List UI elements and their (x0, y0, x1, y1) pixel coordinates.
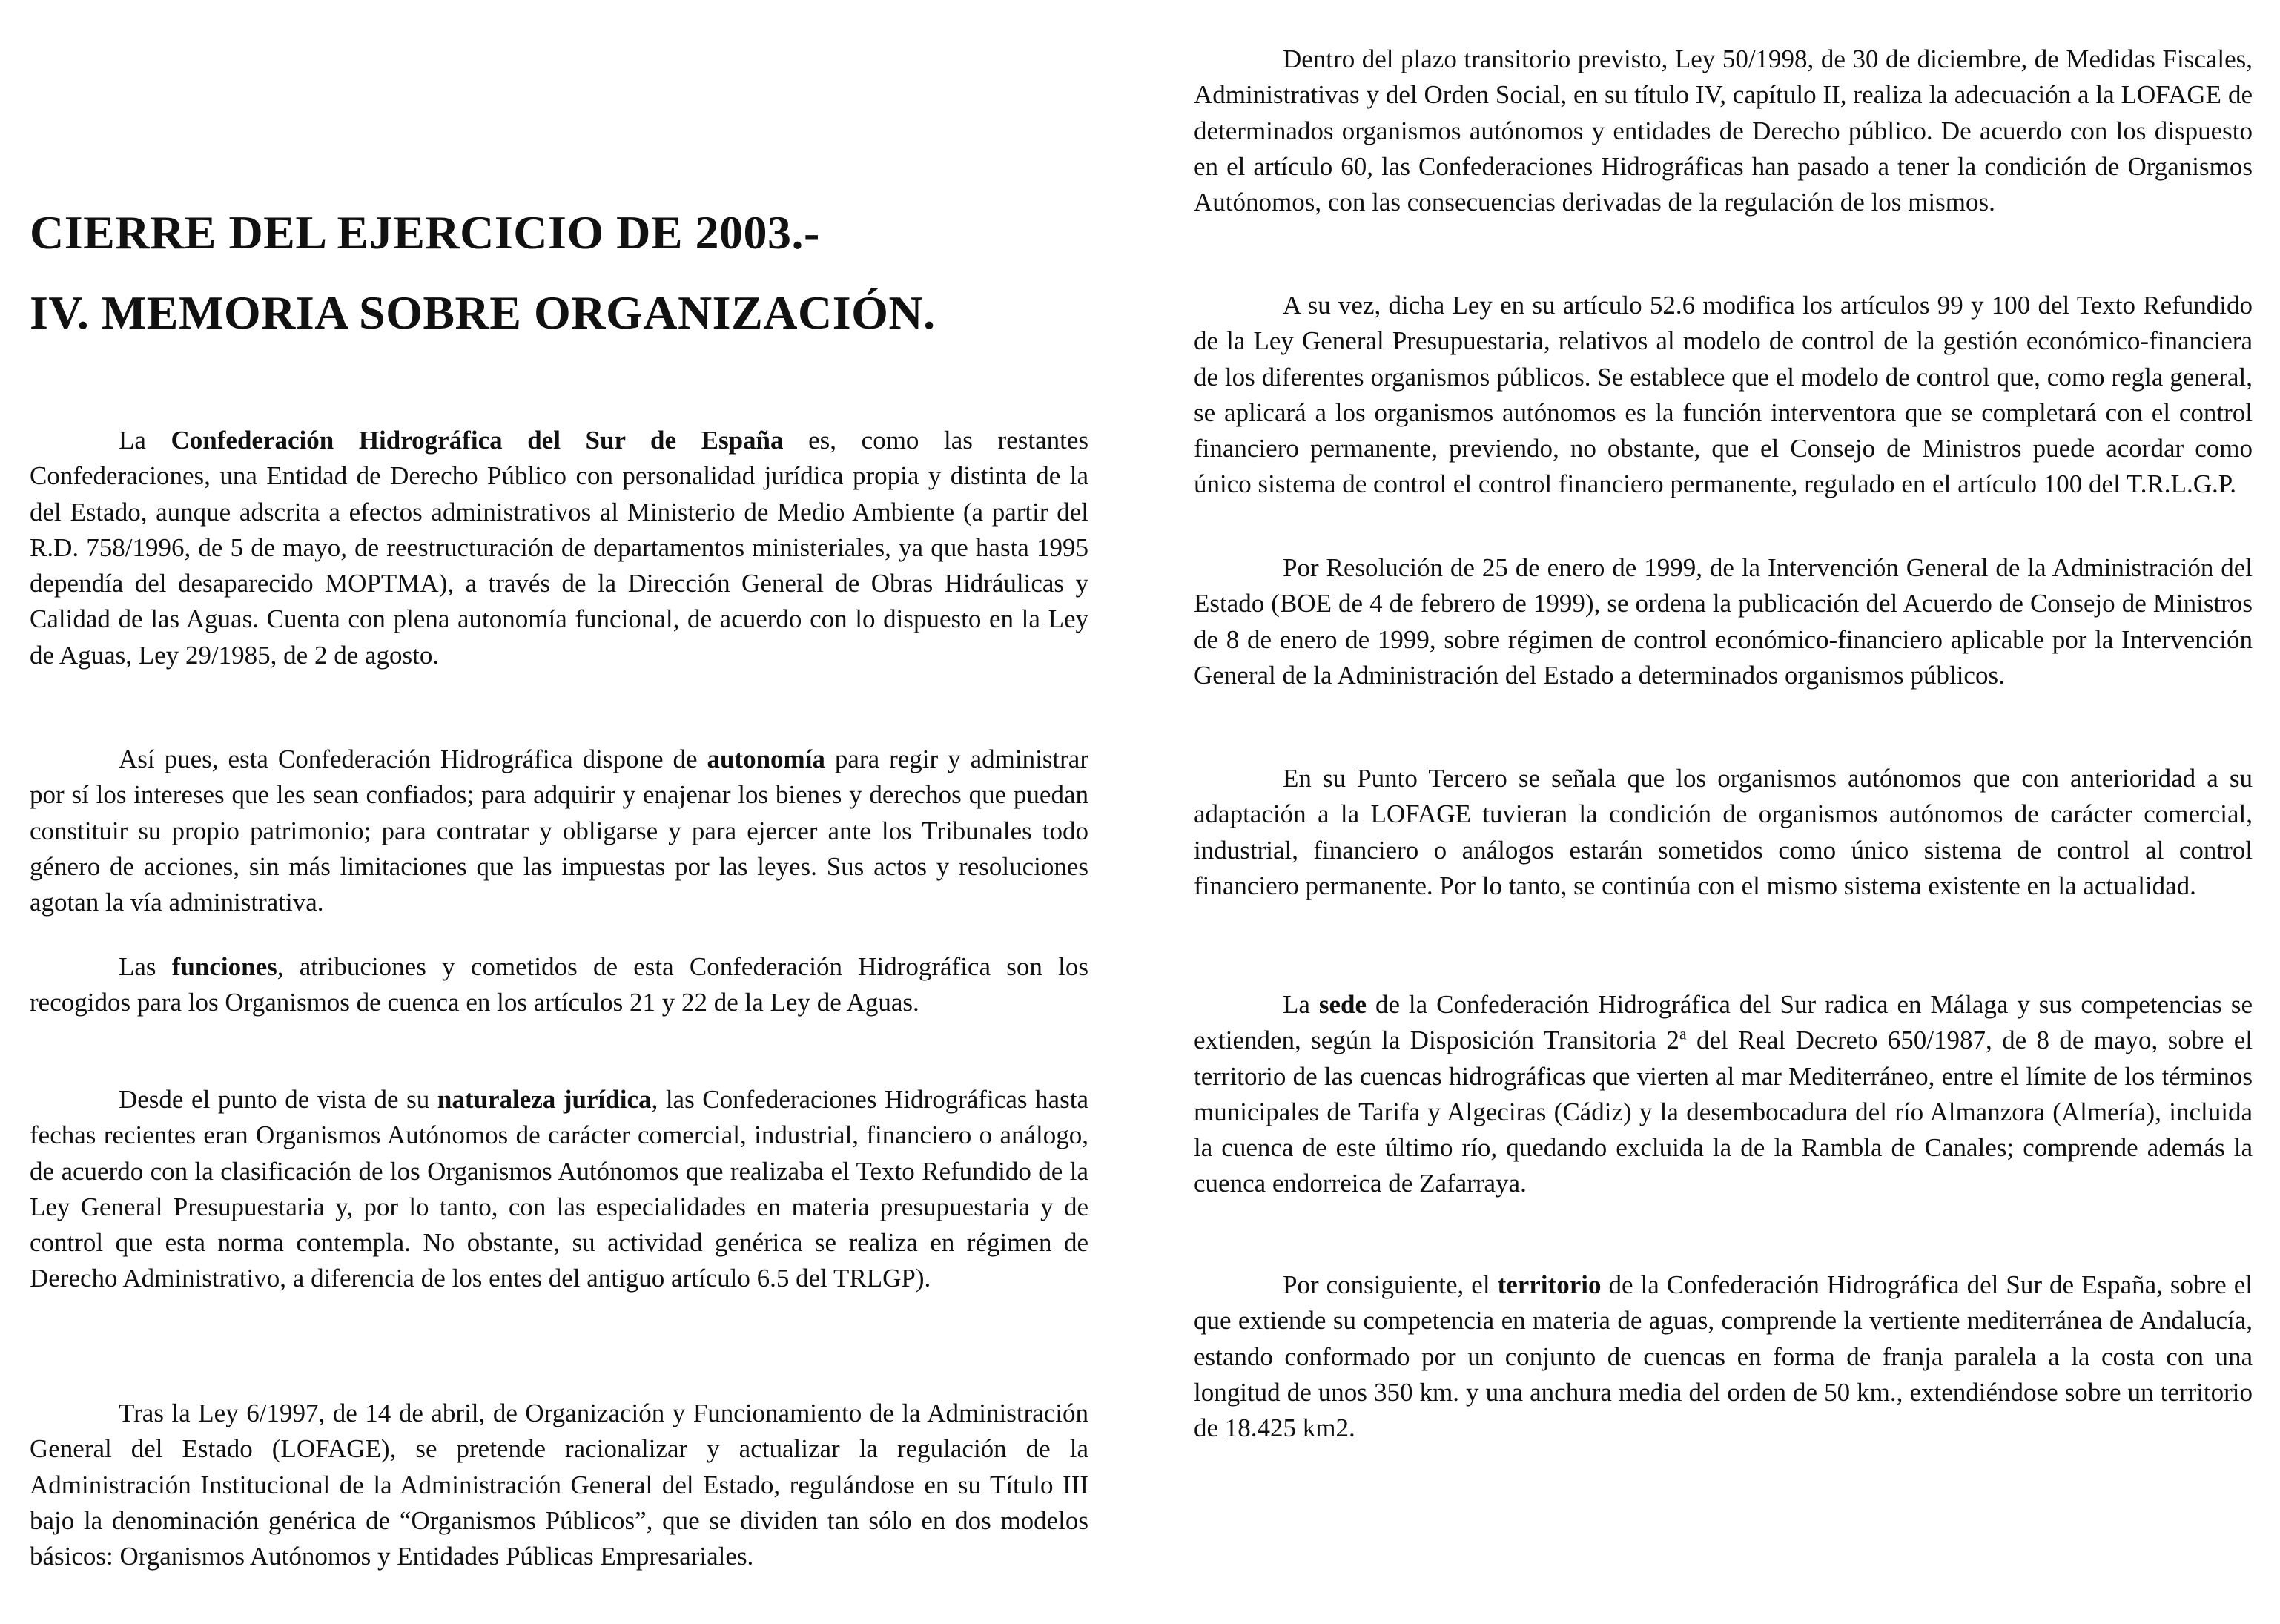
bold-term: sede (1318, 990, 1367, 1019)
paragraph-naturaleza-juridica: Desde el punto de vista de su naturaleza jurídica, las Confederaciones Hidrográficas hasta fechas recientes eran Organismos Autónomos de carácter comercial, industrial, financiero o análogo, de acuerdo con la clasificación de los Organismos Autónomos que realizaba el Texto Refundido de la Ley General Presupuestaria y, por lo tanto, con las especialidades en materia presupuestaria y de control que esta norma contempla. No obstante, su actividad genérica se realiza en régimen de Derecho Administrativo, a diferencia de los entes del antiguo artículo 6.5 del TRLGP). (30, 1085, 1088, 1293)
paragraph-lofage: Tras la Ley 6/1997, de 14 de abril, de Organización y Funcionamiento de la Administración General del Estado (LOFAGE), se pretende racionalizar y actualizar la regulación de la Administración Institucional de la Administración General del Estado, regulándose en su Título III bajo la denominación genérica de “Organismos Públicos”, que se dividen tan sólo en dos modelos básicos: Organismos Autónomos y Entidades Públicas Empresariales. (30, 1399, 1088, 1571)
paragraph-punto-tercero: En su Punto Tercero se señala que los organismos autónomos que con anterioridad a su adaptación a la LOFAGE tuvieran la condición de organismos autónomos de carácter comercial, industrial, financiero o análogos estarán sometidos como único sistema de control al control financiero permanente. Por lo tanto, se continúa con el mismo sistema existente en la actualidad. (1194, 764, 2253, 900)
section-title: IV. MEMORIA SOBRE ORGANIZACIÓN. (30, 286, 936, 339)
bold-term: funciones (171, 952, 277, 981)
superscript: a (1679, 1024, 1687, 1043)
paragraph-plazo-transitorio: Dentro del plazo transitorio previsto, Ley 50/1998, de 30 de diciembre, de Medidas Fiscales, Administrativas y del Orden Social, en su título IV, capítulo II, realiza la adecuación a la LOFAGE de determinados organismos autónomos y entidades de Derecho público. De acuerdo con los dispuesto en el artículo 60, las Confederaciones Hidrográficas han pasado a tener la condición de Organismos Autónomos, con las consecuencias derivadas de la regulación de los mismos. (1194, 44, 2253, 217)
paragraph-territorio: Por consiguiente, el territorio de la Confederación Hidrográfica del Sur de España, sobre el que extiende su competencia en materia de aguas, comprende la vertiente mediterránea de Andalucía, estando conformado por un conjunto de cuencas en forma de franja paralela a la costa con una longitud de unos 350 km. y una anchura media del orden de 50 km., extendiéndose sobre un territorio de 18.425 km2. (1194, 1270, 2253, 1443)
paragraph-resolucion-1999: Por Resolución de 25 de enero de 1999, de la Intervención General de la Administración del Estado (BOE de 4 de febrero de 1999), se ordena la publicación del Acuerdo de Consejo de Ministros de 8 de enero de 1999, sobre régimen de control económico-financiero aplicable por la Intervención General de la Administración del Estado a determinados organismos públicos. (1194, 553, 2253, 690)
bold-term: territorio (1497, 1270, 1602, 1299)
paragraph-articulo-52-6: A su vez, dicha Ley en su artículo 52.6 modifica los artículos 99 y 100 del Texto Refundido de la Ley General Presupuestaria, relativos al modelo de control de la gestión económico-financiera de los diferentes organismos públicos. Se establece que el modelo de control que, como regla general, se aplicará a los organismos autónomos es la función interventora que se completará con el control financiero permanente, previendo, no obstante, que el Consejo de Ministros puede acordar como único sistema de control el control financiero permanente, regulado en el artículo 100 del T.R.L.G.P. (1194, 291, 2253, 499)
document-title: CIERRE DEL EJERCICIO DE 2003.- (30, 206, 820, 259)
paragraph-funciones: Las funciones, atribuciones y cometidos de esta Confederación Hidrográfica son los recogidos para los Organismos de cuenca en los artículos 21 y 22 de la Ley de Aguas. (30, 952, 1088, 1017)
bold-term: autonomía (707, 745, 825, 773)
paragraph-autonomia: Así pues, esta Confederación Hidrográfica dispone de autonomía para regir y administrar por sí los intereses que les sean confiados; para adquirir y enajenar los bienes y derechos que puedan constituir su propio patrimonio; para contratar y obligarse y para ejercer ante los Tribunales todo género de acciones, sin más limitaciones que las impuestas por las leyes. Sus actos y resoluciones agotan la vía administrativa. (30, 745, 1088, 917)
paragraph-confederacion: La Confederación Hidrográfica del Sur de España es, como las restantes Confederaciones, una Entidad de Derecho Público con personalidad jurídica propia y distinta de la del Estado, aunque adscrita a efectos administrativos al Ministerio de Medio Ambiente (a partir del R.D. 758/1996, de 5 de mayo, de reestructuración de departamentos ministeriales, ya que hasta 1995 dependía del desaparecido MOPTMA), a través de la Dirección General de Obras Hidráulicas y Calidad de las Aguas. Cuenta con plena autonomía funcional, de acuerdo con lo dispuesto en la Ley de Aguas, Ley 29/1985, de 2 de agosto. (30, 426, 1088, 670)
bold-term: naturaleza jurídica (437, 1085, 652, 1114)
paragraph-sede: La sede de la Confederación Hidrográfica del Sur radica en Málaga y sus competencias se extienden, según la Disposición Transitoria 2$^a$ del Real Decreto 650/1987, de 8 de mayo, sobre el territorio de las cuencas hidrográficas que vierten al mar Mediterráneo, entre el límite de los términos municipales de Tarifa y Algeciras (Cádiz) y la desembocadura del río Almanzora (Almería), incluida la cuenca de este último río, quedando excluida la de la Rambla de Canales; comprende además la cuenca endorreica de Zafarraya. (1194, 990, 2253, 1198)
bold-term: Confederación Hidrográfica del Sur de España (171, 426, 784, 455)
